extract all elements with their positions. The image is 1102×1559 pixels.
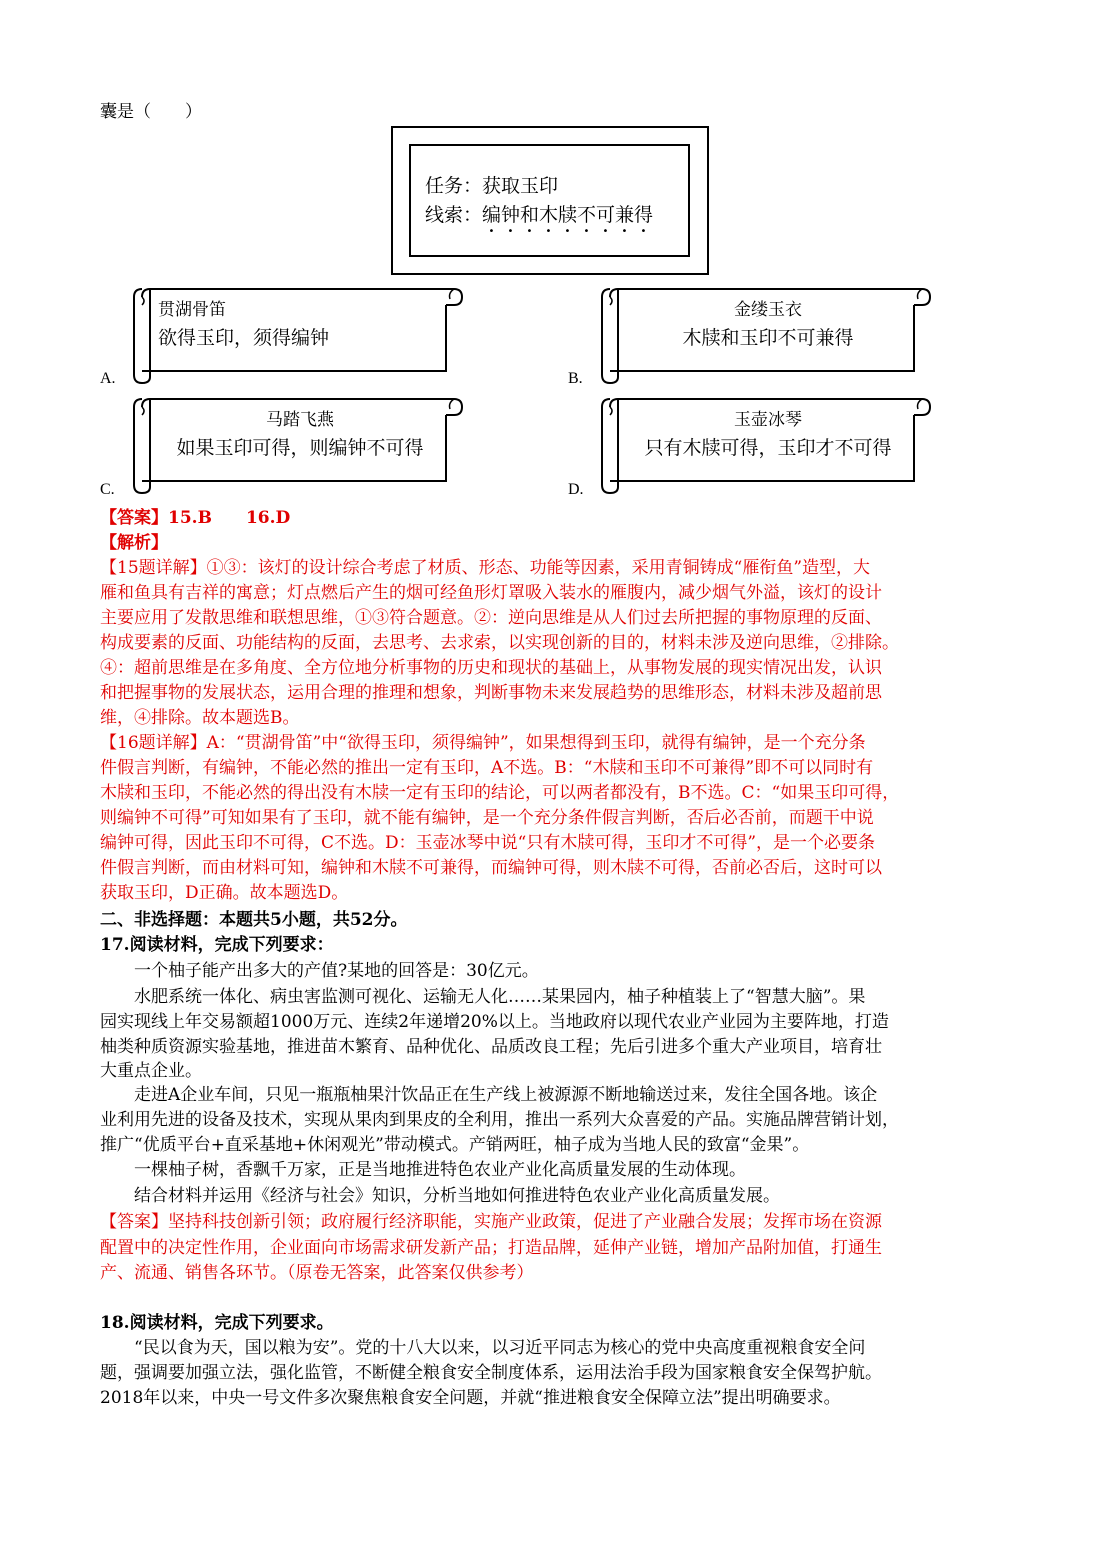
option-c-title: 马踏飞燕 xyxy=(266,410,334,430)
option-d-title: 玉壶冰琴 xyxy=(734,410,802,430)
detail16-line: 木牍和玉印，不能必然的得出没有木牍一定有玉印的结论，可以两者都没有，B不选。C：“如果玉印可得， xyxy=(100,783,900,803)
option-c-scroll xyxy=(128,395,464,491)
answer-text: 15.B 16.D xyxy=(168,508,291,528)
option-c-text: 如果玉印可得，则编钟不可得 xyxy=(176,437,424,459)
detail16-line: 则编钟不可得”可知如果有了玉印，就不能有编钟，是一个充分条件假言判断，否后必否前，而题干中说 xyxy=(100,808,874,828)
task-label: 任务： xyxy=(425,175,483,197)
answer-label: 【答案】 xyxy=(100,508,168,528)
q17-line: 业利用先进的设备及技术，实现从果肉到果皮的全利用，推出一系列大众喜爱的产品。实施品牌营销计划， xyxy=(100,1110,899,1130)
option-a-text: 欲得玉印，须得编钟 xyxy=(158,327,330,349)
q17-answer-line: 【答案】坚持科技创新引领；政府履行经济职能，实施产业政策，促进了产业融合发展；发挥市场在资源 xyxy=(100,1212,882,1232)
detail15-line: 和把握事物的发展状态，运用合理的推理和想象，判断事物未来发展趋势的思维形态，材料未涉及超前思 xyxy=(100,683,882,703)
q17-line: 大重点企业。 xyxy=(100,1061,202,1081)
detail16-line: 获取玉印，D正确。故本题选D。 xyxy=(100,883,349,903)
task-text: 获取玉印 xyxy=(482,175,559,197)
q18-line: 题，强调要加强立法，强化监管，不断健全粮食安全制度体系，运用法治手段为国家粮食安全保驾护航。 xyxy=(100,1363,882,1383)
detail15-line: 主要应用了发散思维和联想思维，①③符合题意。②：逆向思维是从人们过去所把握的事物原理的反面、 xyxy=(100,608,882,628)
clue-label: 线索： xyxy=(425,204,483,226)
q17-line: 推广“优质平台+直采基地+休闲观光”带动模式。产销两旺，柚子成为当地人民的致富“金果”。 xyxy=(100,1135,810,1155)
task-row xyxy=(425,172,688,201)
q17-title: 17.阅读材料，完成下列要求： xyxy=(100,935,334,955)
q18-title: 18.阅读材料，完成下列要求。 xyxy=(100,1313,334,1333)
q17-answer-line: 产、流通、销售各环节。（原卷无答案，此答案仅供参考） xyxy=(100,1263,534,1283)
option-c-letter: C. xyxy=(100,481,115,498)
q17-answer-line: 配置中的决定性作用，企业面向市场需求研发新产品；打造品牌，延伸产业链，增加产品附加值，打通生 xyxy=(100,1238,882,1258)
detail15-line: 构成要素的反面、功能结构的反面，去思考、去求索，以实现创新的目的，材料未涉及逆向思维，②排除。 xyxy=(100,633,899,653)
q17-line: 一个柚子能产出多大的产值?某地的回答是：30亿元。 xyxy=(134,961,539,981)
detail15-line: 维，④排除。故本题选B。 xyxy=(100,708,300,728)
question-tail: 囊是（ ） xyxy=(100,102,202,122)
detail15-line: ④：超前思维是在多角度、全方位地分析事物的历史和现状的基础上，从事物发展的现实情况出发，认识 xyxy=(100,658,882,678)
clue-text: 编钟和木牍不可兼得 xyxy=(482,204,654,226)
q18-line: 2018年以来，中央一号文件多次聚焦粮食安全问题，并就“推进粮食安全保障立法”提出明确要求。 xyxy=(100,1388,841,1408)
option-a-letter: A. xyxy=(100,370,116,387)
task-box xyxy=(409,144,690,257)
q17-line: 一棵柚子树，香飘千万家，正是当地推进特色农业产业化高质量发展的生动体现。 xyxy=(134,1160,746,1180)
option-b-scroll xyxy=(596,285,932,381)
q17-line: 柚类种质资源实验基地，推进苗木繁育、品种优化、品质改良工程；先后引进多个重大产业项目，培育壮 xyxy=(100,1037,882,1057)
q17-line: 园实现线上年交易额超1000万元、连续2年递增20%以上。当地政府以现代农业产业园为主要阵地，打造 xyxy=(100,1012,889,1032)
analysis-label: 【解析】 xyxy=(100,533,168,553)
option-a-scroll xyxy=(128,285,464,381)
section-heading: 二、非选择题：本题共5小题，共52分。 xyxy=(100,910,408,930)
detail15-line: 【15题详解】①③：该灯的设计综合考虑了材质、形态、功能等因素，采用青铜铸成“雁衔鱼”造型，大 xyxy=(100,558,871,578)
detail15-line: 雁和鱼具有吉祥的寓意；灯点燃后产生的烟可经鱼形灯罩吸入装水的雁腹内，减少烟气外溢，该灯的设计 xyxy=(100,583,882,603)
q17-line: 水肥系统一体化、病虫害监测可视化、运输无人化……某果园内，柚子种植装上了“智慧大脑”。果 xyxy=(134,987,866,1007)
clue-row xyxy=(425,201,688,237)
detail16-line: 件假言判断，而由材料可知，编钟和木牍不可兼得，而编钟可得，则木牍不可得，否前必否后，这时可以 xyxy=(100,858,882,878)
option-b-text: 木牍和玉印不可兼得 xyxy=(682,327,854,349)
option-a-title: 贯湖骨笛 xyxy=(158,300,226,320)
answer-line xyxy=(100,506,1000,530)
q17-line: 走进A企业车间，只见一瓶瓶柚果汁饮品正在生产线上被源源不断地输送过来，发往全国各地。该企 xyxy=(134,1085,878,1105)
option-b-title: 金缕玉衣 xyxy=(734,300,802,320)
option-b-letter: B. xyxy=(568,370,583,387)
option-d-letter: D. xyxy=(568,481,584,498)
detail16-line: 【16题详解】A：“贯湖骨笛”中“欲得玉印，须得编钟”，如果想得到玉印，就得有编钟，是一个充分条 xyxy=(100,733,866,753)
q17-line: 结合材料并运用《经济与社会》知识，分析当地如何推进特色农业产业化高质量发展。 xyxy=(134,1186,780,1206)
detail16-line: 编钟可得，因此玉印不可得，C不选。D：玉壶冰琴中说“只有木牍可得，玉印才不可得”，是一个必要条 xyxy=(100,833,876,853)
option-d-text: 只有木牍可得，玉印才不可得 xyxy=(644,437,892,459)
detail16-line: 件假言判断，有编钟，不能必然的推出一定有玉印，A不选。B：“木牍和玉印不可兼得”即不可以同时有 xyxy=(100,758,874,778)
q18-line: “民以食为天，国以粮为安”。党的十八大以来，以习近平同志为核心的党中央高度重视粮食安全问 xyxy=(134,1338,866,1358)
option-d-scroll xyxy=(596,395,932,491)
